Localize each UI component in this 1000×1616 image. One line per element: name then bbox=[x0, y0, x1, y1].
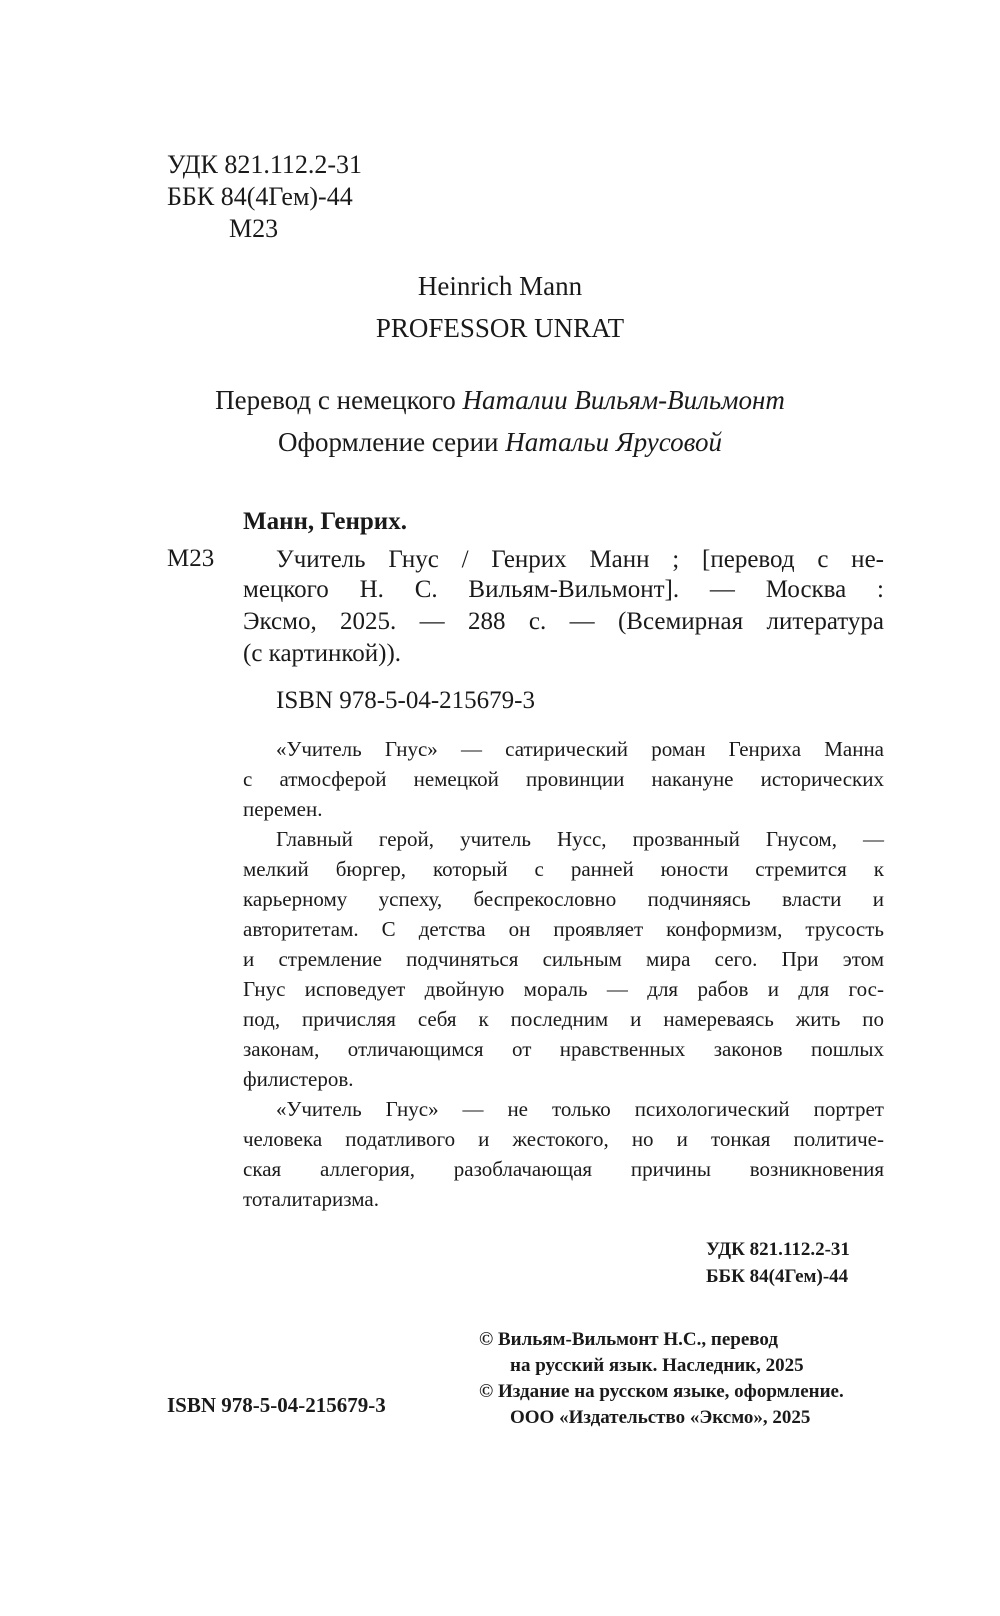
original-author: Heinrich Mann bbox=[417, 271, 583, 301]
catalog-isbn: ISBN 978-5-04-215679-3 bbox=[276, 687, 536, 714]
design-prefix: Оформление серии bbox=[278, 427, 506, 457]
annotation-line: карьерному успеху, беспрекословно подчиняясь власти и bbox=[243, 887, 884, 911]
design-credit bbox=[0, 426, 1000, 459]
catalog-heading: Манн, Генрих. bbox=[243, 508, 407, 535]
annotation-line: Гнус исповедует двойную мораль — для рабов и для гос- bbox=[243, 977, 884, 1001]
annotation-line: тоталитаризма. bbox=[243, 1187, 379, 1211]
annotation-line: и стремление подчиняться сильным мира сего. При этом bbox=[243, 947, 884, 971]
udk-code-top: УДК 821.112.2-31 bbox=[167, 150, 363, 179]
bbk-code-top: ББК 84(4Гем)-44 bbox=[167, 182, 353, 211]
annotation-line: филистеров. bbox=[243, 1067, 354, 1091]
catalog-line: мецкого Н. С. Вильям-Вильмонт]. — Москва : bbox=[243, 576, 884, 603]
bbk-code-bottom: ББК 84(4Гем)-44 bbox=[706, 1266, 849, 1287]
translation-credit bbox=[0, 384, 1000, 417]
annotation-line: законам, отличающимся от нравственных законов пошлых bbox=[243, 1037, 884, 1061]
annotation-line: «Учитель Гнус» — не только психологический портрет bbox=[276, 1097, 884, 1121]
translation-prefix: Перевод с немецкого bbox=[215, 385, 463, 415]
translator-name: Наталии Вильям-Вильмонт bbox=[462, 385, 785, 415]
annotation-line: авторитетам. С детства он проявляет конформизм, трусость bbox=[243, 917, 884, 941]
designer-name: Натальи Ярусовой bbox=[505, 427, 722, 457]
udk-code-bottom: УДК 821.112.2-31 bbox=[706, 1239, 850, 1260]
copyright-line: на русский язык. Наследник, 2025 bbox=[510, 1355, 804, 1376]
annotation-line: под, причисляя себя к последним и намереваясь жить по bbox=[243, 1007, 884, 1031]
annotation-line: перемен. bbox=[243, 797, 323, 821]
copyright-line: © Вильям-Вильмонт Н.С., перевод bbox=[479, 1329, 778, 1350]
annotation-line: с атмосферой немецкой провинции накануне исторических bbox=[243, 767, 884, 791]
annotation-line: ская аллегория, разоблачающая причины возникновения bbox=[243, 1157, 884, 1181]
annotation-line: человека податливого и жестокого, но и тонкая политиче- bbox=[243, 1127, 884, 1151]
bottom-isbn: ISBN 978-5-04-215679-3 bbox=[167, 1393, 386, 1417]
copyright-line: © Издание на русском языке, оформление. bbox=[479, 1381, 844, 1402]
catalog-author-mark: М23 bbox=[167, 545, 215, 572]
catalog-line: Учитель Гнус / Генрих Манн ; [перевод с не- bbox=[276, 546, 884, 573]
original-title: PROFESSOR UNRAT bbox=[375, 313, 625, 343]
annotation-line: Главный герой, учитель Нусс, прозванный Гнусом, — bbox=[276, 827, 884, 851]
catalog-line: Эксмо, 2025. — 288 с. — (Всемирная литература bbox=[243, 608, 884, 635]
annotation-line: мелкий бюргер, который с ранней юности стремится к bbox=[243, 857, 884, 881]
author-mark-top: М23 bbox=[229, 214, 279, 243]
catalog-line: (с картинкой)). bbox=[243, 640, 402, 667]
annotation-line: «Учитель Гнус» — сатирический роман Генриха Манна bbox=[276, 737, 884, 761]
copyright-line: ООО «Издательство «Эксмо», 2025 bbox=[510, 1407, 811, 1428]
